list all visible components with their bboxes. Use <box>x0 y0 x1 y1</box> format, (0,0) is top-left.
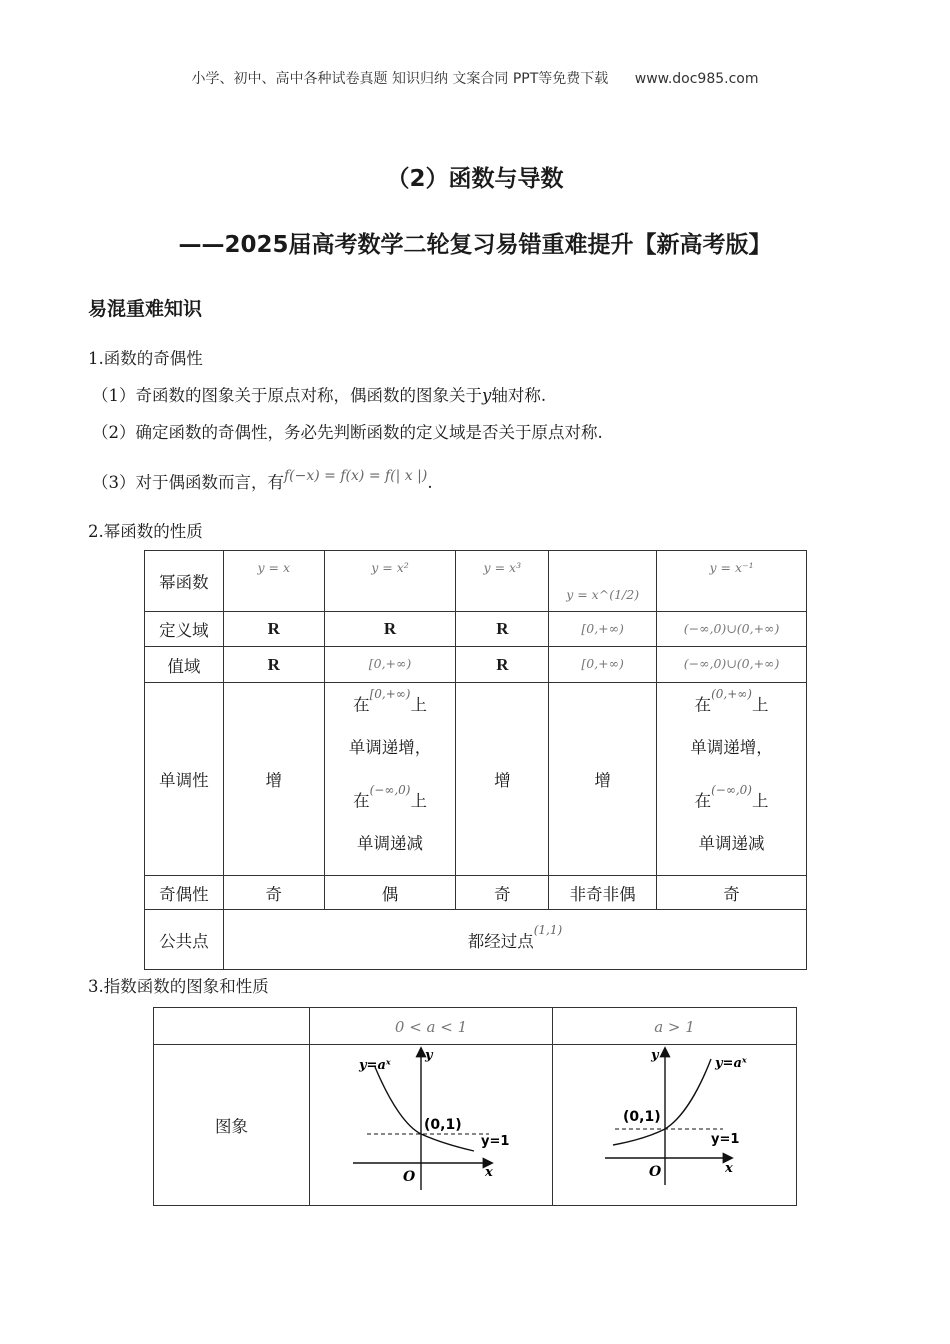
header-cell <box>310 1008 553 1045</box>
point-label: (0,1) <box>424 1117 462 1133</box>
table-cell: 奇 <box>657 876 807 910</box>
power-function-table <box>144 550 807 970</box>
mono-text: 单调递减 <box>357 834 424 853</box>
row-label: 定义域 <box>145 612 224 647</box>
mono-text: 在 <box>694 695 712 715</box>
func-5: y = x⁻¹ <box>709 560 754 575</box>
table-cell: 增 <box>549 683 657 876</box>
s1-item1-var: y <box>482 386 492 405</box>
curve-label: y=aˣ <box>714 1056 747 1071</box>
func-3: y = x³ <box>483 560 522 575</box>
row-label: 图象 <box>154 1045 310 1206</box>
s1-item1 <box>92 382 546 406</box>
table-cell <box>324 647 456 683</box>
blank-cell <box>154 1008 310 1045</box>
table-row <box>145 551 807 612</box>
graph-cell-decreasing <box>310 1045 553 1206</box>
mono-cell-xinv <box>657 683 807 876</box>
table-row <box>145 683 807 876</box>
table-row <box>145 910 807 970</box>
increasing-exponential-graph <box>555 1045 795 1201</box>
decreasing-curve <box>375 1067 474 1151</box>
func-2: y = x² <box>371 560 409 575</box>
x-axis-label: x <box>724 1161 733 1176</box>
condition-1: 0 < a < 1 <box>394 1017 468 1036</box>
mono-text: 单调递减 <box>698 834 765 853</box>
s1-item1-text: （1）奇函数的图象关于原点对称，偶函数的图象关于 <box>92 386 482 405</box>
asymptote-label: y=1 <box>710 1132 739 1147</box>
func-cell <box>549 551 657 612</box>
table-row <box>145 876 807 910</box>
table-row <box>154 1045 797 1206</box>
exponential-table <box>153 1007 797 1206</box>
s1-heading: 1.函数的奇偶性 <box>88 349 203 368</box>
table-cell: 增 <box>223 683 324 876</box>
x-axis-label: x <box>485 1165 493 1180</box>
table-cell <box>657 647 807 683</box>
func-4: y = x^(1/2) <box>566 587 640 602</box>
func-1: y = x <box>257 560 291 575</box>
table-cell: R <box>456 647 549 683</box>
y-axis-label: y <box>425 1048 433 1063</box>
origin-label: O <box>403 1169 416 1185</box>
mono-text: 在 <box>694 791 712 811</box>
table-row <box>145 647 807 683</box>
func-cell <box>456 551 549 612</box>
mono-text: 在 <box>353 791 370 811</box>
mono-text: 上 <box>410 695 427 715</box>
table-cell <box>657 612 807 647</box>
mono-cell-x2 <box>324 683 456 876</box>
graph-cell-increasing <box>553 1045 797 1206</box>
common-point-cell <box>223 910 806 970</box>
header-text: 小学、初中、高中各种试卷真题 知识归纳 文案合同 PPT等免费下载 <box>191 71 609 87</box>
table-cell: 奇 <box>456 876 549 910</box>
cell-math: [0,+∞) <box>581 656 624 671</box>
y-axis-label: y <box>650 1048 659 1063</box>
s1-item3-text: （3）对于偶函数而言，有 <box>92 473 284 492</box>
page-subtitle: ——2025届高考数学二轮复习易错重难提升【新高考版】 <box>178 232 772 258</box>
mono-interval: (−∞,0) <box>711 783 752 797</box>
cell-math: (−∞,0)∪(0,+∞) <box>683 621 780 636</box>
increasing-curve <box>613 1059 711 1145</box>
table-cell: R <box>456 612 549 647</box>
s1-item3-math: f(−x) = f(x) = f(| x |) <box>284 468 428 484</box>
table-row <box>154 1008 797 1045</box>
table-cell: R <box>223 612 324 647</box>
row-label: 单调性 <box>145 683 224 876</box>
table-cell: R <box>223 647 324 683</box>
mono-text: 上 <box>751 695 769 715</box>
page-title: （2）函数与导数 <box>386 166 564 192</box>
row-label: 奇偶性 <box>145 876 224 910</box>
condition-2: a > 1 <box>654 1017 695 1036</box>
s1-item3 <box>92 469 433 493</box>
page-header <box>0 68 950 88</box>
table-cell: 奇 <box>223 876 324 910</box>
table-cell: 增 <box>456 683 549 876</box>
header-url[interactable]: www.doc985.com <box>634 71 759 87</box>
asymptote-label: y=1 <box>481 1134 510 1149</box>
common-point: (1,1) <box>533 923 563 937</box>
table-row <box>145 612 807 647</box>
header-cell <box>553 1008 797 1045</box>
s1-item1-post: 轴对称. <box>491 386 547 405</box>
mono-interval: (−∞,0) <box>369 783 411 797</box>
table-cell: 非奇非偶 <box>549 876 657 910</box>
table-cell: R <box>324 612 456 647</box>
cell-math: [0,+∞) <box>581 621 624 636</box>
mono-text: 单调递增， <box>348 738 432 757</box>
decreasing-exponential-graph <box>311 1045 551 1201</box>
mono-interval: [0,+∞) <box>369 687 411 701</box>
mono-text: 单调递增， <box>690 738 773 757</box>
origin-label: O <box>648 1164 661 1180</box>
s1-item2: （2）确定函数的奇偶性，务必先判断函数的定义域是否关于原点对称. <box>92 423 603 442</box>
col-header: 幂函数 <box>145 551 224 612</box>
mono-interval: (0,+∞) <box>711 687 752 701</box>
point-label: (0,1) <box>622 1109 661 1125</box>
mono-text: 在 <box>353 695 370 715</box>
table-cell: 偶 <box>324 876 456 910</box>
s2-heading: 2.幂函数的性质 <box>88 522 203 541</box>
cell-math: [0,+∞) <box>368 656 412 671</box>
s1-item3-post: . <box>427 473 433 492</box>
curve-label: y=aˣ <box>359 1058 391 1073</box>
row-label: 值域 <box>145 647 224 683</box>
func-cell <box>223 551 324 612</box>
s3-heading: 3.指数函数的图象和性质 <box>88 977 269 996</box>
common-text: 都经过点 <box>467 931 534 951</box>
section-title: 易混重难知识 <box>88 298 203 320</box>
func-cell <box>324 551 456 612</box>
cell-math: (−∞,0)∪(0,+∞) <box>683 656 780 671</box>
table-cell <box>549 612 657 647</box>
row-label: 公共点 <box>145 910 224 970</box>
mono-text: 上 <box>751 791 769 811</box>
table-cell <box>549 647 657 683</box>
mono-text: 上 <box>410 791 427 811</box>
func-cell <box>657 551 807 612</box>
